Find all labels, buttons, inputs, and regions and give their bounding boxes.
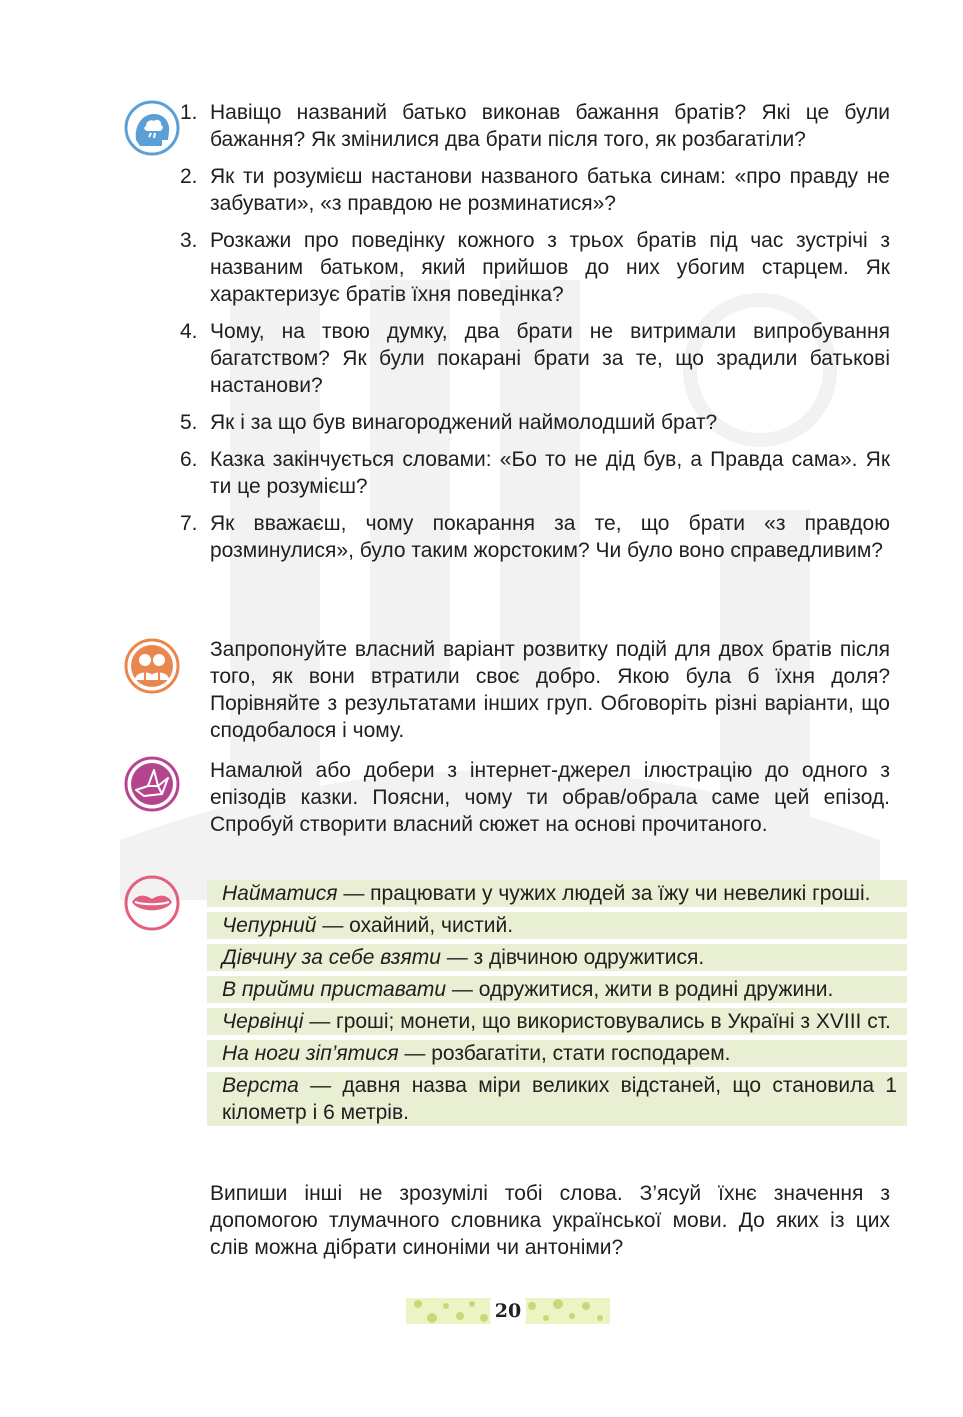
glossary-definition: — розбагатіти, стати господарем. [398,1042,731,1065]
glossary [207,880,907,1131]
glossary-term: Дівчину за себе взяти [222,946,441,969]
glossary-term: Чепурний [222,914,317,937]
question-number: 6. [180,448,198,471]
glossary-entry [207,976,907,1003]
glossary-term: Найматися [222,882,338,905]
question-text: Як і за що був винагороджений наймолодший брат? [210,411,718,434]
question-item [180,227,890,308]
question-number: 4. [180,320,198,343]
question-text: Розкажи про поведінку кожного з трьох братів під час зустрічі з названим батьком, який прийшов до них убогим старцем. Як характеризує братів їхня поведінка? [210,229,890,306]
question-item [180,446,890,500]
origami-crane-icon [124,756,180,812]
question-text: Як ти розумієш настанови названого батька синам: «про правду не забувати», «з правдою не розминатися»? [210,165,890,215]
glossary-entry [207,1008,907,1035]
glossary-entry [207,944,907,971]
glossary-entry [207,912,907,939]
glossary-term: Червінці [222,1010,304,1033]
glossary-entry [207,880,907,907]
vocab-task-text: Випиши інші не зрозумілі тобі слова. З’ясуй їхнє значення з допомогою тлумачного словника української мови. До яких із цих слів можна дібрати синоніми чи антоніми? [210,1182,890,1259]
questions-list [180,99,890,574]
question-item [180,163,890,217]
group-people-icon [124,638,180,694]
glossary-definition: — охайний, чистий. [316,914,514,937]
glossary-definition: — працювати у чужих людей за їжу чи невеликі гроші. [337,882,871,905]
page-number: 20 [494,1300,522,1322]
glossary-entry [207,1040,907,1067]
glossary-definition: — гроші; монети, що використовувались в Україні з XVIII ст. [303,1010,891,1033]
question-text: Навіщо названий батько виконав бажання братів? Які це були бажання? Як змінилися два брати після того, як розбагатіли? [210,101,890,151]
question-number: 7. [180,512,198,535]
question-item [180,510,890,564]
question-text: Чому, на твою думку, два брати не витримали випробування багатством? Як були покарані брати за те, що зрадили батькові настанови? [210,320,890,397]
question-number: 3. [180,229,198,252]
question-text: Як вважаєш, чому покарання за те, що брати «з правдою розминулися», було таким жорстоким? Чи було воно справедливим? [210,512,890,562]
question-number: 5. [180,411,198,434]
question-item [180,99,890,153]
glossary-definition: — давня назва міри великих відстаней, що становила 1 кілометр і 6 метрів. [222,1074,897,1124]
creative-task-text: Намалюй або добери з інтернет-джерел ілюстрацію до одного з епізодів казки. Поясни, чому ти обрав/обрала саме цей епізод. Спробуй створити власний сюжет на основі прочитаного. [210,759,890,836]
question-number: 2. [180,165,198,188]
question-text: Казка закінчується словами: «Бо то не дід був, а Правда сама». Як ти це розумієш? [210,448,890,498]
group-task-text: Запропонуйте власний варіант розвитку подій для двох братів після того, як вони втратили своє добро. Якою була б їхня доля? Порівняйте з результатами інших груп. Обговоріть різні варіанти, що сподобалося і чому. [210,638,890,742]
glossary-term: Верста [222,1074,299,1097]
thinking-head-icon [124,100,180,156]
lips-icon [124,875,180,931]
glossary-definition: — одружитися, жити в родині дружини. [446,978,834,1001]
glossary-definition: — з дівчиною одружитися. [440,946,705,969]
glossary-entry [207,1072,907,1126]
question-item [180,409,890,436]
question-number: 1. [180,101,198,124]
glossary-term: В прийми приставати [222,978,447,1001]
glossary-term: На ноги зіп’ятися [222,1042,399,1065]
page-number-badge [406,1292,610,1330]
question-item [180,318,890,399]
